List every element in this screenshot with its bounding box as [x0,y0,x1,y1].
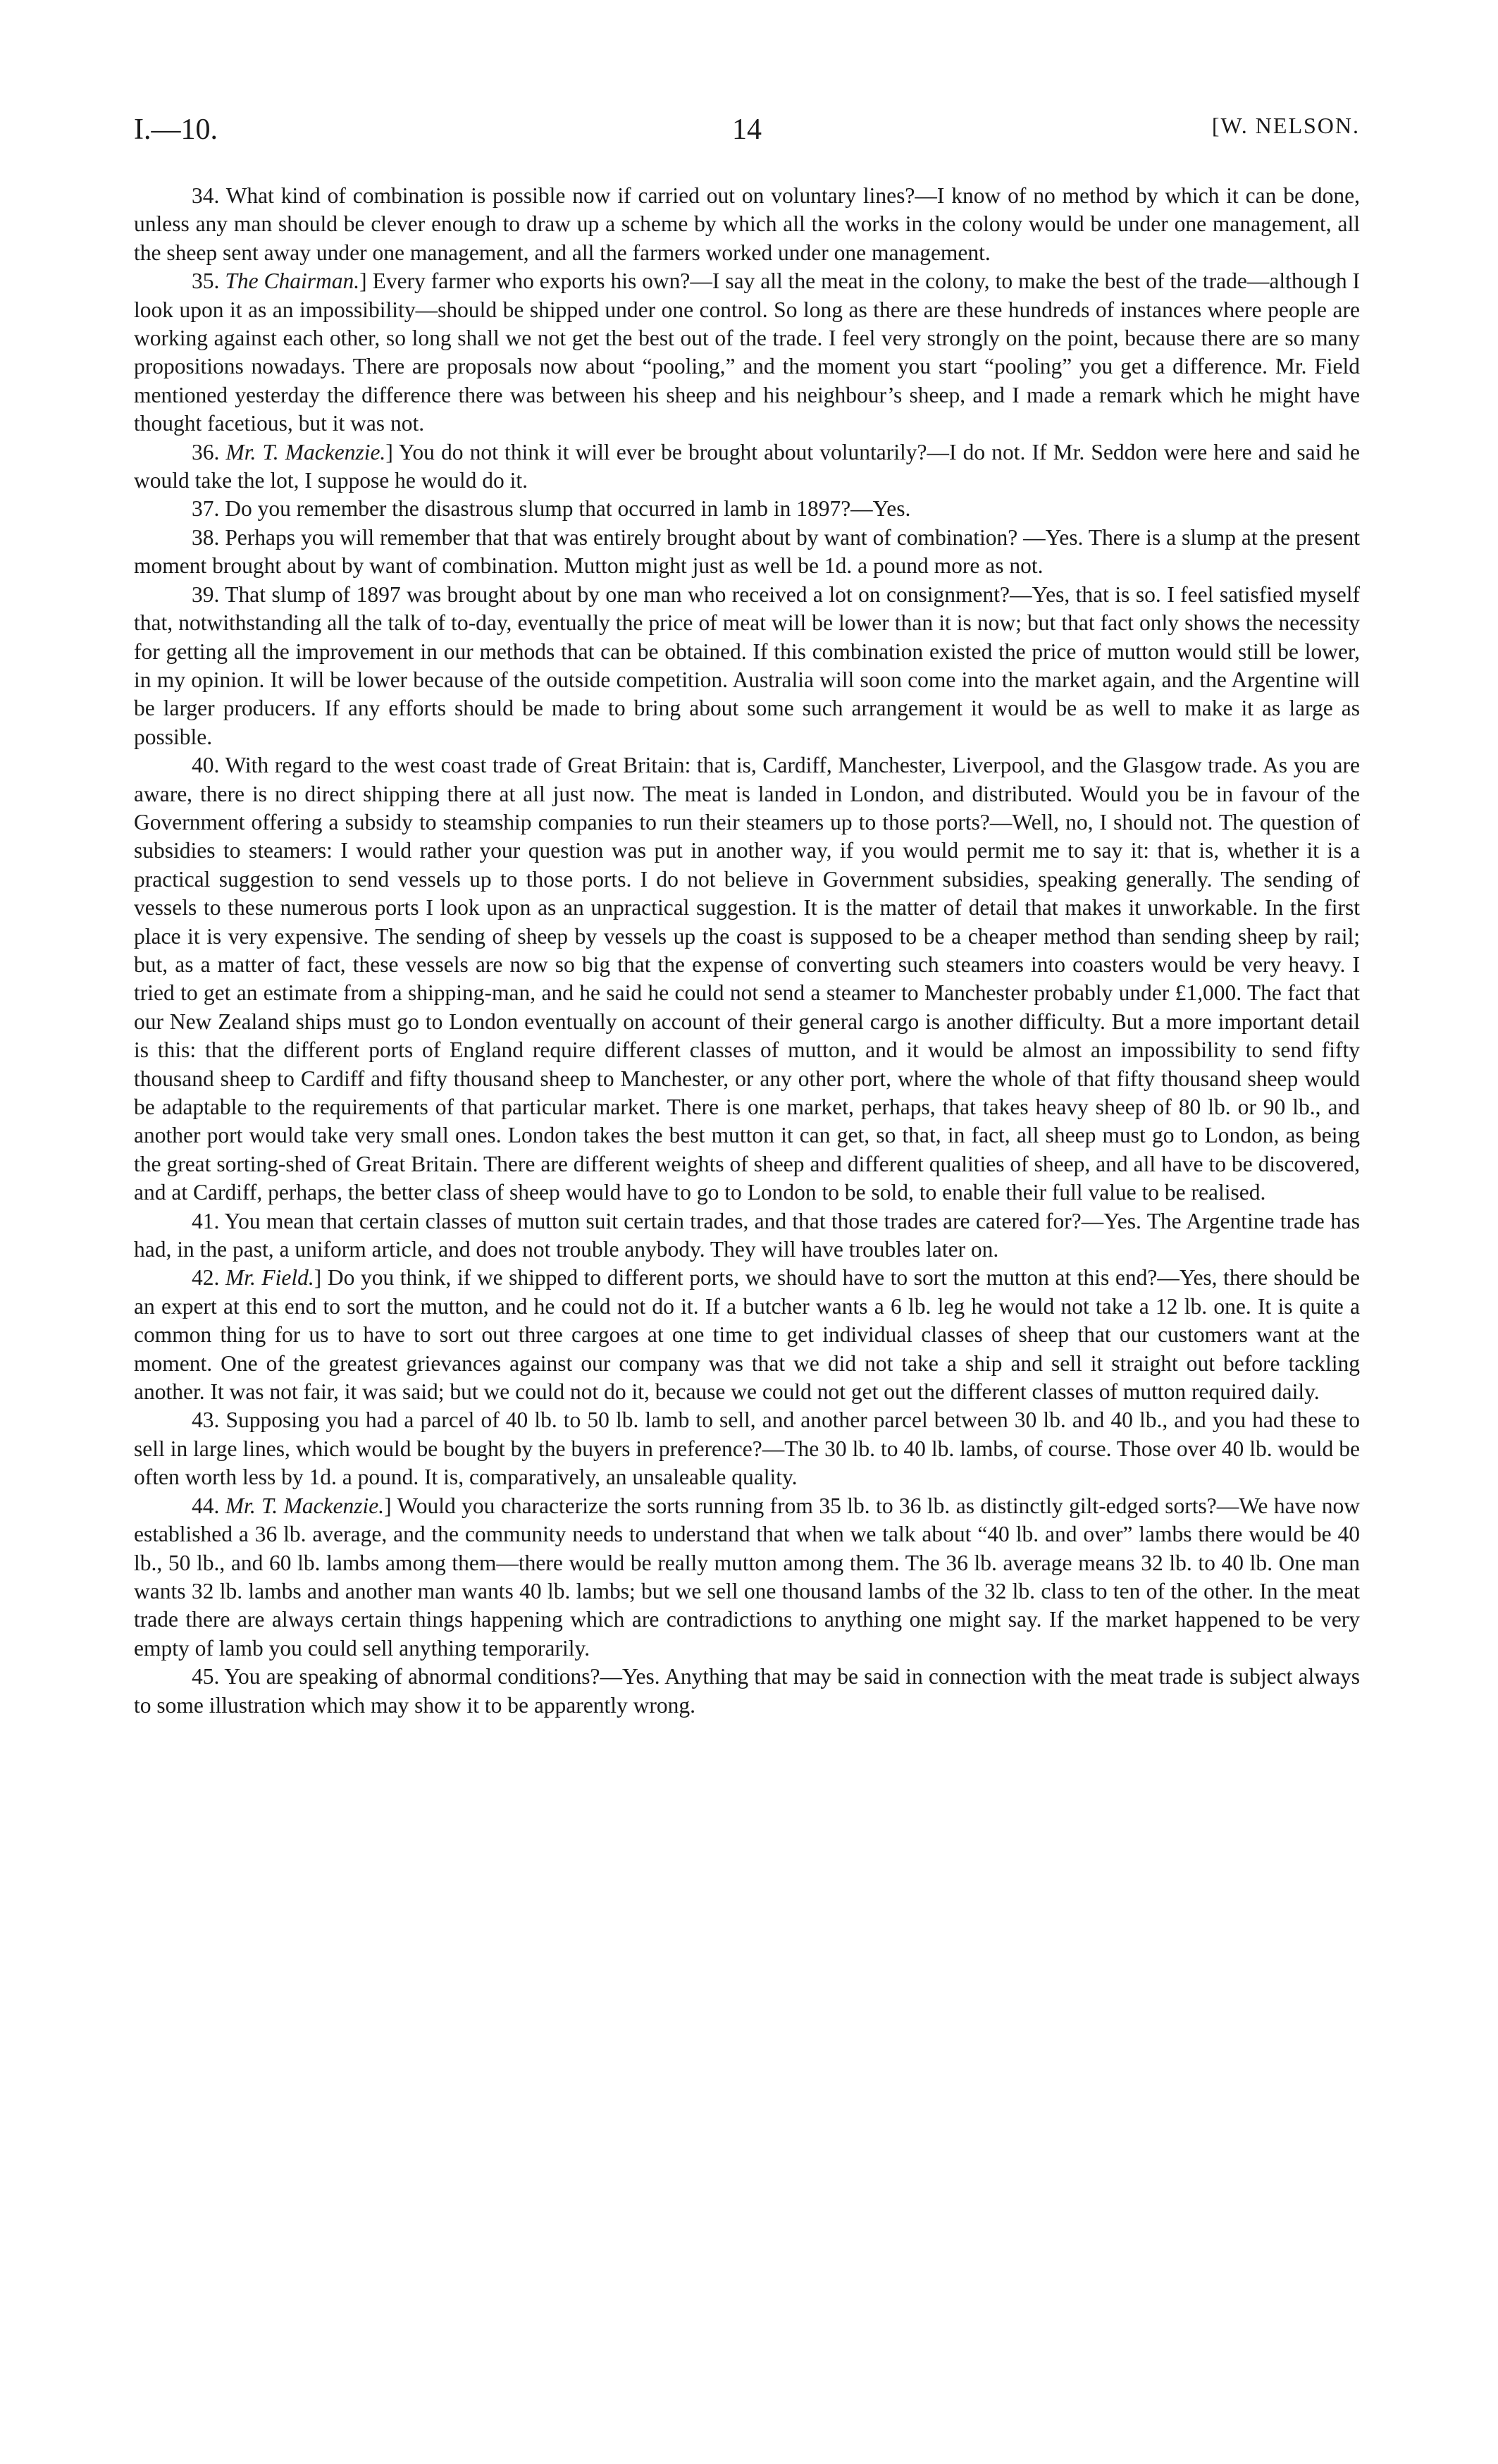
witness-name: [W. NELSON. [1211,113,1360,138]
page-header [134,113,1360,162]
question-42: 42. Mr. Field.] Do you think, if we shipped to different ports, we should have to sort the mutton at this end?—Yes, there should be an expert at this end to sort the mutton, and he could not do it. If a butcher wants a 6 lb. leg he would not take a 12 lb. one. It is quite a common thing for us to have to sort out three cargoes at one time to get individual classes of sheep that our customers want at the moment. One of the greatest grievances against our company was that we did not take a ship and sell it straight out before tackling another. It was not fair, it was said; but we could not do it, because we could not get out the different classes of mutton required daily. [134,1265,1361,1405]
question-40: 40. With regard to the west coast trade of Great Britain: that is, Cardiff, Manchester, Liverpool, and the Glasgow trade. As you are aware, there is no direct shipping there at all just now. The meat is landed in London, and distributed. Would you be in favour of the Government offering a subsidy to steamship companies to run their steamers up to those ports?—Well, no, I should not. The question of subsidies to steamers: I would rather your question was put in another way, if you would permit me to say it: that is, whether it is a practical suggestion to send vessels up to those ports. I do not believe in Government subsidies, speaking generally. The sending of vessels to these numerous ports I look upon as an unpractical suggestion. It is the matter of detail that makes it unworkable. In the first place it is very expensive. The sending of sheep by vessels up the coast is supposed to be a cheaper method than sending sheep by rail; but, as a matter of fact, these vessels are now so big that the expense of converting such steamers into coasters would be very heavy. I tried to get an estimate from a shipping-man, and he said he could not send a steamer to Manchester probably under £1,000. The fact that our New Zealand ships must go to London eventually on account of their general cargo is another difficulty. But a more important detail is this: that the different ports of England require different classes of mutton, and it would be almost an impossibility to send fifty thousand sheep to Cardiff and fifty thousand sheep to Manchester, or any other port, where the whole of that fifty thousand sheep would be adaptable to the requirements of that particular market. There is one market, perhaps, that takes heavy sheep of 80 lb. or 90 lb., and another port would take very small ones. London takes the best mutton it can get, so that, in fact, all sheep must go to London, as being the great sorting-shed of Great Britain. There are different weights of sheep and different qualities of sheep, and all have to be discovered, and at Cardiff, perhaps, the better class of sheep would have to go to London to be sold, to enable their full value to be realised. [134,753,1360,1205]
question-43: 43. Supposing you had a parcel of 40 lb. to 50 lb. lamb to sell, and another parcel between 30 lb. and 40 lb., and you had these to sell in large lines, which would be bought by the buyers in preference?—The 30 lb. to 40 lb. lambs, of course. Those over 40 lb. would be often worth less by 1d. a pound. It is, comparatively, an unsaleable quality. [134,1407,1360,1490]
question-36: 36. Mr. T. Mackenzie.] You do not think it will ever be brought about voluntarily?—I do not. If Mr. Seddon were here and said he would take the lot, I suppose he would do it. [134,439,1360,493]
page-number: 14 [732,113,762,146]
question-41: 41. You mean that certain classes of mutton suit certain trades, and that those trades are catered for?—Yes. The Argentine trade has had, in the past, a uniform article, and does not trouble anybody. They will have troubles later on. [134,1208,1360,1262]
speaker-label: Mr. T. Mackenzie. [225,1493,385,1518]
speaker-label: Mr. Field. [225,1265,314,1290]
question-35: 35. The Chairman.] Every farmer who exports his own?—I say all the meat in the colony, to make the best of the trade—although I look upon it as an impossibility—should be shipped under one control. So long as there are these hundreds of instances where people are working against each other, so long shall we not get the best out of the trade. I feel very strongly on the point, because there are so many propositions nowadays. There are proposals now about “pooling,” and the moment you start “pooling” you get a difference. Mr. Field mentioned yesterday the difference there was between his sheep and his neighbour’s sheep, and I made a remark which he might have thought facetious, but it was not. [134,269,1360,436]
question-39: 39. That slump of 1897 was brought about by one man who received a lot on consignment?—Yes, that is so. I feel satisfied myself that, notwithstanding all the talk of to-day, eventually the price of meat will be lower than it is now; but that fact only shows the necessity for getting all the improvement in our methods that can be obtained. If this combination existed the price of mutton would still be lower, in my opinion. It will be lower because of the outside competition. Australia will soon come into the market again, and the Argentine will be larger producers. If any efforts should be made to bring about some such arrangement it would be as well to make it as large as possible. [134,581,1360,749]
question-38: 38. Perhaps you will remember that that was entirely brought about by want of combination? —Yes. There is a slump at the present moment brought about by want of combination. Mutton might just as well be 1d. a pound more as not. [134,524,1360,579]
speaker-label: The Chairman. [225,269,360,294]
evidence-body [134,182,1360,1720]
speaker-label: Mr. T. Mackenzie. [225,439,386,464]
question-45: 45. You are speaking of abnormal conditions?—Yes. Anything that may be said in connection with the meat trade is subject always to some illustration which may show it to be apparently wrong. [134,1664,1360,1718]
question-34: 34. What kind of combination is possible now if carried out on voluntary lines?—I know of no method by which it can be done, unless any man should be clever enough to draw up a scheme by which all the works in the colony would be under one management, all the sheep sent away under one management, and all the farmers worked under one management. [134,183,1360,265]
document-page [134,113,1360,1720]
paper-reference: I.—10. [134,113,218,146]
question-37: 37. Do you remember the disastrous slump that occurred in lamb in 1897?—Yes. [192,496,911,522]
question-44: 44. Mr. T. Mackenzie.] Would you characterize the sorts running from 35 lb. to 36 lb. as distinctly gilt-edged sorts?—We have now established a 36 lb. average, and the community needs to understand that when we talk about “40 lb. and over” lambs there would be 40 lb., 50 lb., and 60 lb. lambs among them—there would be really mutton among them. The 36 lb. average means 32 lb. to 40 lb. One man wants 32 lb. lambs and another man wants 40 lb. lambs; but we sell one thousand lambs of the 32 lb. class to ten of the other. In the meat trade there are always certain things happening which are contradictions to anything one might say. If the market happened to be very empty of lamb you could sell anything temporarily. [134,1493,1360,1661]
